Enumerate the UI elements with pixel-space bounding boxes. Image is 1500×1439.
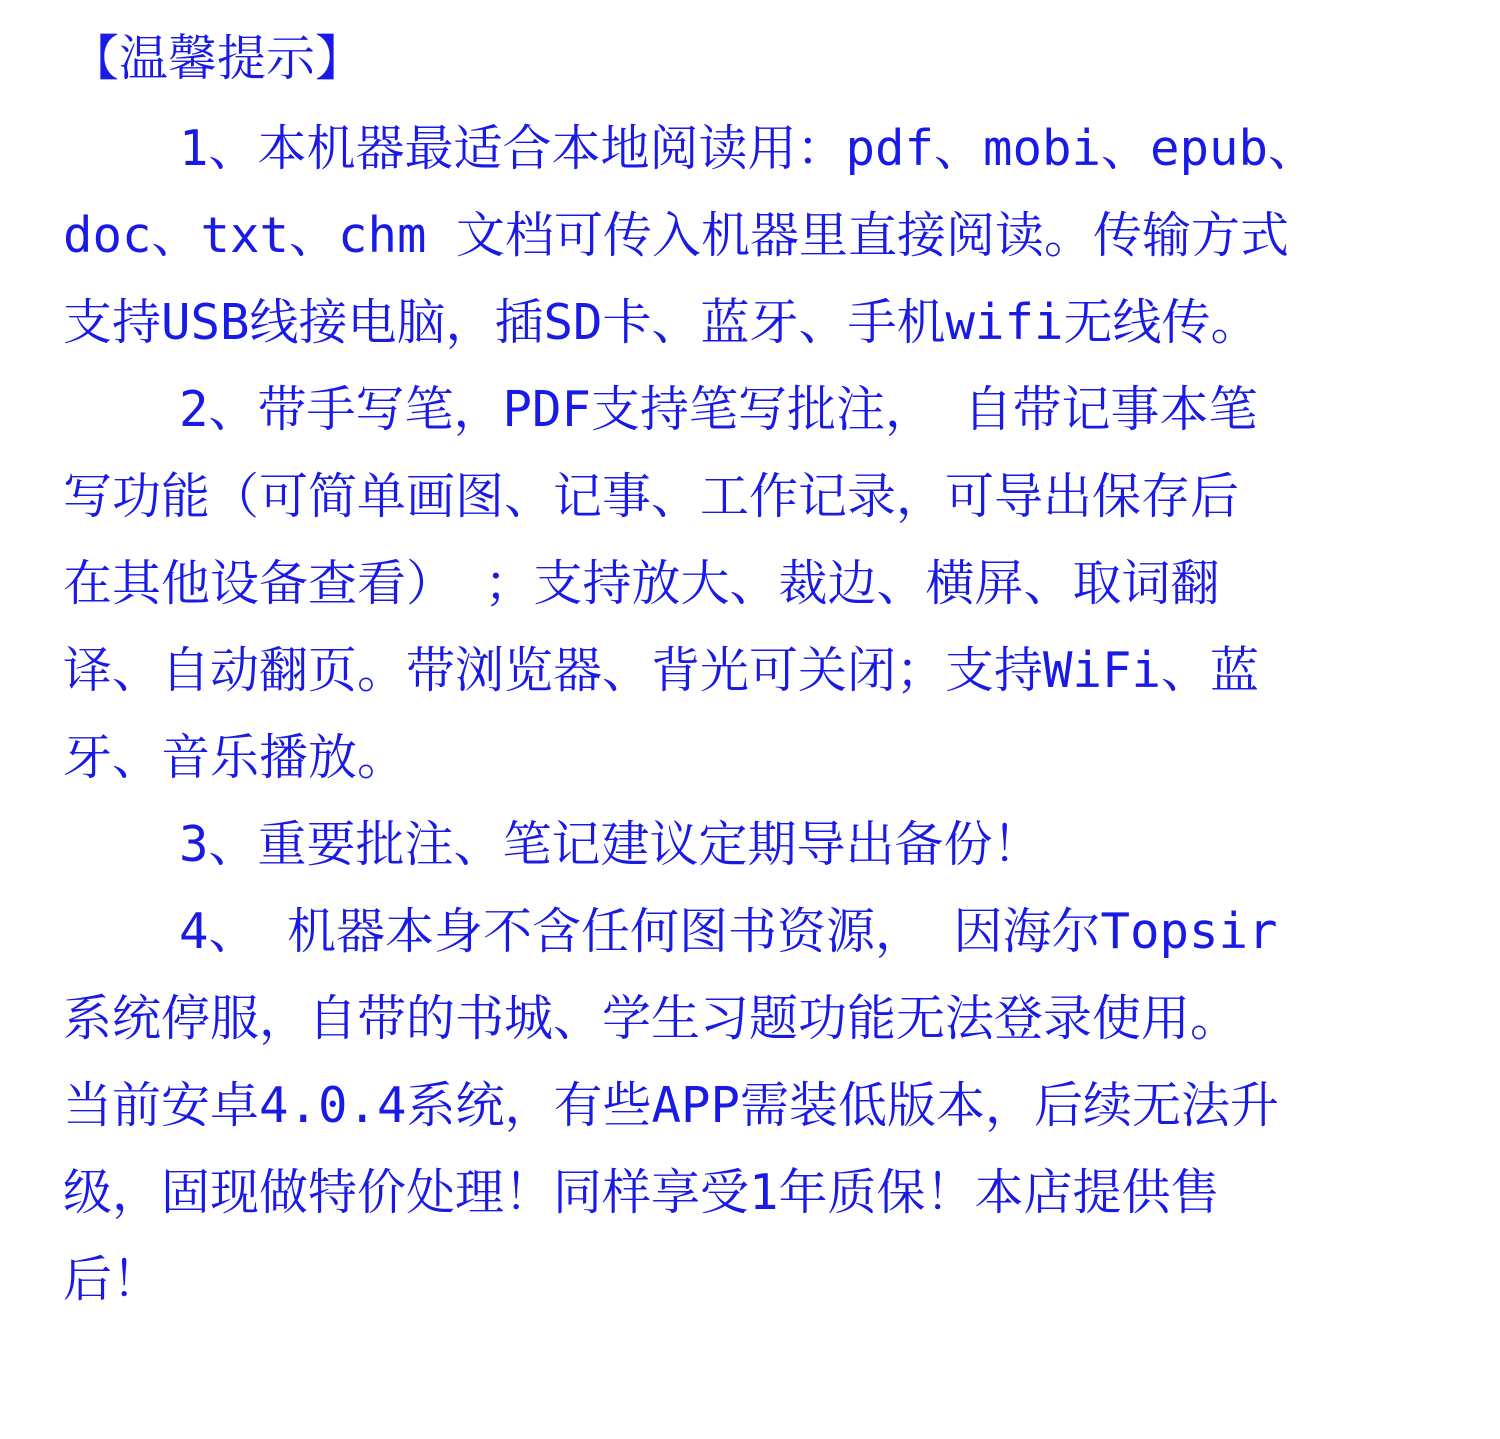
notice-line-10: 4、 机器本身不含任何图书资源， 因海尔Topsir	[179, 903, 1278, 960]
notice-line-9: 3、重要批注、笔记建议定期导出备份！	[179, 816, 1042, 873]
notice-line-13: 级，固现做特价处理！同样享受1年质保！本店提供售	[63, 1164, 1220, 1221]
notice-line-3: 支持USB线接电脑，插SD卡、蓝牙、手机wifi无线传。	[63, 294, 1260, 351]
notice-line-5: 写功能（可简单画图、记事、工作记录，可导出保存后	[63, 468, 1240, 525]
notice-line-12: 当前安卓4.0.4系统，有些APP需装低版本，后续无法升	[63, 1077, 1280, 1134]
notice-line-1: 1、本机器最适合本地阅读用：pdf、mobi、epub、	[179, 120, 1318, 177]
notice-title: 【温馨提示】	[70, 30, 365, 87]
notice-line-4: 2、带手写笔，PDF支持笔写批注， 自带记事本笔	[179, 381, 1258, 438]
notice-line-7: 译、自动翻页。带浏览器、背光可关闭；支持WiFi、蓝	[63, 642, 1260, 699]
notice-line-2: doc、txt、chm 文档可传入机器里直接阅读。传输方式	[63, 207, 1290, 264]
notice-line-14: 后！	[63, 1251, 162, 1308]
notice-line-8: 牙、音乐播放。	[63, 729, 407, 786]
notice-line-11: 系统停服，自带的书城、学生习题功能无法登录使用。	[63, 990, 1240, 1047]
notice-line-6: 在其他设备查看） ；支持放大、裁边、横屏、取词翻	[63, 555, 1220, 612]
